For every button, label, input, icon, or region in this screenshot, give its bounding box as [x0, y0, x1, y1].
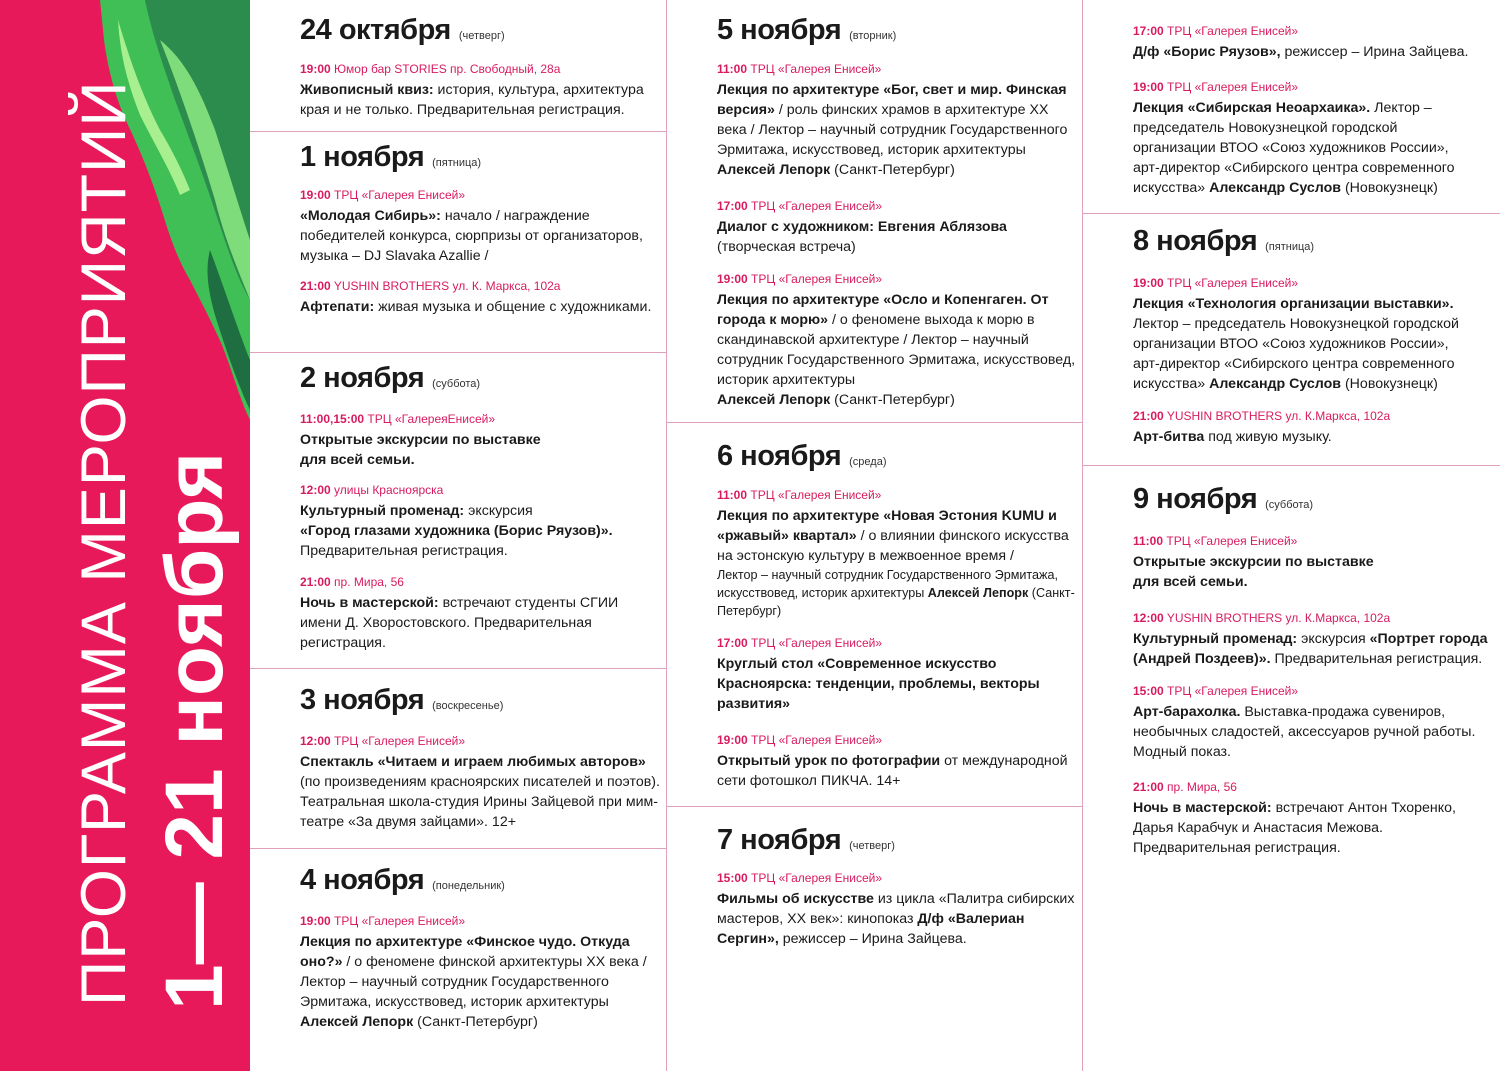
event-description: Культурный променад: экскурсия «Портрет города (Андрей Поздеев)». Предварительная регистрация.: [1133, 631, 1488, 667]
event-item: [300, 483, 662, 561]
event-time: 19:00: [717, 733, 748, 747]
day-header: [300, 864, 505, 897]
event-item: [717, 62, 1079, 180]
event-time: 19:00: [300, 62, 331, 76]
day-block: [250, 668, 666, 849]
event-description: Живописный квиз: история, культура, архитектура края и не только. Предварительная регистрация.: [300, 82, 644, 118]
event-place: ТРЦ «Галерея Енисей»: [1167, 276, 1299, 290]
day-header: [1133, 483, 1313, 516]
day-header: [300, 14, 505, 47]
day-header: [717, 440, 886, 473]
event-time: 21:00: [1133, 780, 1164, 794]
event-description: Культурный променад: экскурсия «Город глазами художника (Борис Ряузов)». Предварительная регистрация.: [300, 503, 613, 559]
day-header: [300, 684, 503, 717]
event-description: «Молодая Сибирь»: начало / награждение победителей конкурса, сюрпризы от организаторов, музыка – DJ Slavaka Azallie /: [300, 208, 643, 264]
event-place: ТРЦ «Галерея Енисей»: [1167, 24, 1299, 38]
event-place: YUSHIN BROTHERS ул. К. Маркса, 102а: [333, 279, 561, 293]
schedule-column-3: [1082, 0, 1500, 1071]
event-item: [300, 188, 662, 266]
day-block: [667, 806, 1083, 1071]
day-weekday: (суббота): [432, 378, 481, 390]
day-header: [717, 824, 895, 857]
event-item: [717, 733, 1079, 791]
day-header: [300, 141, 481, 174]
event-description: Лекция по архитектуре «Новая Эстония KUMU и «ржавый» квартал» / о влиянии финского искусства на эстонскую культуру в межвоенное время / Лектор – научный сотрудник Государственного Эрмитажа, искусствовед, историк архитектуры Алексей Лепорк (Санкт-Петербург): [717, 508, 1075, 618]
event-description: Круглый стол «Современное искусство Красноярска: тенденции, проблемы, векторы развития»: [717, 656, 1040, 712]
event-description: Лекция по архитектуре «Бог, свет и мир. Финская версия» / роль финских храмов в архитектуре XX века / Лектор – научный сотрудник Государственного Эрмитажа, искусствовед, историк архитектуры Алексей Лепорк (Санкт-Петербург): [717, 82, 1068, 178]
day-weekday: (четверг): [849, 840, 895, 852]
event-description: Открытые экскурсии по выставке для всей семьи.: [1133, 554, 1374, 590]
event-time: 15:00: [717, 871, 748, 885]
event-item: [1133, 24, 1471, 62]
event-item: [717, 272, 1079, 410]
event-place: ТРЦ «Галерея Енисей»: [1167, 684, 1299, 698]
event-time: 19:00: [300, 914, 331, 928]
day-weekday: (пятница): [432, 157, 482, 169]
event-place: ТРЦ «Галерея Енисей»: [334, 734, 466, 748]
day-weekday: (вторник): [849, 30, 897, 42]
sidebar-banner: [0, 0, 250, 1071]
event-time: 21:00: [300, 575, 331, 589]
day-header: [300, 362, 480, 395]
event-place: ТРЦ «Галерея Енисей»: [751, 199, 883, 213]
event-description: Лекция «Сибирская Неоархаика». Лектор – председатель Новокузнецкой городской организации ВТОО «Союз художников России», арт-директор «Сибирского центра современного искусства» Александр Суслов (Новокузнецк): [1133, 100, 1455, 196]
event-description: Открытые экскурсии по выставке для всей семьи.: [300, 432, 541, 468]
event-time: 17:00: [717, 636, 748, 650]
event-time: 12:00: [1133, 611, 1164, 625]
event-time: 17:00: [717, 199, 748, 213]
event-description: Лекция «Технология организации выставки». Лектор – председатель Новокузнецкой городской организации ВТОО «Союз художников России», арт-директор «Сибирского центра современного искусства» Александр Суслов (Новокузнецк): [1133, 296, 1459, 392]
day-date: 2 ноября: [300, 362, 425, 394]
event-description: Спектакль «Читаем и играем любимых авторов» (по произведениям красноярских писателей и поэтов). Театральная школа-студия Ирины Зайцевой при мим-театре «За двумя зайцами». 12+: [300, 754, 660, 830]
event-time: 11:00,15:00: [300, 412, 365, 426]
day-block: [667, 422, 1083, 807]
event-description: Лекция по архитектуре «Финское чудо. Откуда оно?» / о феномене финской архитектуры XX века / Лектор – научный сотрудник Государственного Эрмитажа, искусствовед, историк архитектуры Алексей Лепорк (Санкт-Петербург): [300, 934, 647, 1030]
schedule-column-1: [250, 0, 666, 1071]
event-place: ТРЦ «Галерея Енисей»: [751, 871, 883, 885]
event-description: Диалог с художником: Евгения Аблязова (творческая встреча): [717, 219, 1007, 255]
day-date: 9 ноября: [1133, 483, 1258, 515]
day-date: 24 октября: [300, 14, 451, 46]
event-place: улицы Красноярска: [334, 483, 444, 497]
event-time: 12:00: [300, 734, 331, 748]
event-place: ТРЦ «Галерея Енисей»: [751, 733, 883, 747]
event-time: 19:00: [717, 272, 748, 286]
day-weekday: (воскресенье): [432, 700, 504, 712]
day-date: 4 ноября: [300, 864, 425, 896]
day-header: [717, 14, 896, 47]
event-place: ТРЦ «Галерея Енисей»: [750, 488, 882, 502]
day-block-continued: [1083, 0, 1500, 214]
event-time: 19:00: [1133, 276, 1164, 290]
day-block: [667, 0, 1083, 423]
event-place: ТРЦ «Галерея Енисей»: [751, 636, 883, 650]
event-item: [300, 279, 662, 317]
day-weekday: (понедельник): [432, 880, 505, 892]
event-place: ТРЦ «Галерея Енисей»: [751, 272, 883, 286]
day-date: 6 ноября: [717, 440, 842, 472]
day-date: 5 ноября: [717, 14, 842, 46]
day-weekday: (суббота): [1265, 499, 1314, 511]
event-description: Арт-барахолка. Выставка-продажа сувениров, необычных сладостей, аксессуаров ручной работы. Модный показ.: [1133, 704, 1476, 760]
event-time: 21:00: [300, 279, 331, 293]
event-item: [300, 734, 662, 832]
event-item: [1133, 80, 1471, 198]
event-description: Лекция по архитектуре «Осло и Копенгаген. От города к морю» / о феномене выхода к морю в скандинавской архитектуре / Лектор – научный сотрудник Государственного Эрмитажа, искусствовед, историк архитектуры Алексей Лепорк (Санкт-Петербург): [717, 292, 1076, 408]
day-block: [250, 0, 666, 132]
day-block: [250, 848, 666, 1071]
day-block: [250, 131, 666, 353]
event-place: YUSHIN BROTHERS ул. К.Маркса, 102а: [1166, 409, 1391, 423]
event-description: Фильмы об искусстве из цикла «Палитра сибирских мастеров, XX век»: кинопоказ Д/ф «Валериан Сергин», режиссер – Ирина Зайцева.: [717, 891, 1075, 947]
event-time: 21:00: [1133, 409, 1164, 423]
event-description: Ночь в мастерской: встречают студенты СГИИ имени Д. Хворостовского. Предварительная регистрация.: [300, 595, 619, 651]
event-place: YUSHIN BROTHERS ул. К.Маркса, 102а: [1166, 611, 1391, 625]
event-time: 12:00: [300, 483, 331, 497]
day-block: [250, 352, 666, 669]
event-item: [1133, 780, 1497, 858]
event-item: [717, 488, 1079, 620]
event-place: ТРЦ «Галерея Енисей»: [334, 188, 466, 202]
event-description: Открытый урок по фотографии от международной сети фотошкол ПИКЧА. 14+: [717, 753, 1068, 789]
event-time: 19:00: [300, 188, 331, 202]
event-place: ТРЦ «Галерея Енисей»: [750, 62, 882, 76]
event-item: [300, 914, 662, 1032]
event-place: ТРЦ «Галерея Енисей»: [334, 914, 466, 928]
event-time: 19:00: [1133, 80, 1164, 94]
event-place: ТРЦ «Галерея Енисей»: [1166, 534, 1298, 548]
day-date: 3 ноября: [300, 684, 425, 716]
event-time: 15:00: [1133, 684, 1164, 698]
event-item: [717, 199, 1079, 257]
day-date: 7 ноября: [717, 824, 842, 856]
event-item: [300, 62, 662, 120]
event-place: Юмор бар STORIES пр. Свободный, 28а: [334, 62, 561, 76]
event-description: Ночь в мастерской: встречают Антон Тхоренко, Дарья Карабчук и Анастасия Межова. Предварительная регистрация.: [1133, 800, 1456, 856]
sidebar-title: ПРОГРАММА МЕРОПРИЯТИЙ: [69, 80, 139, 1006]
event-time: 11:00: [717, 488, 748, 502]
event-time: 11:00: [1133, 534, 1164, 548]
event-item: [1133, 276, 1471, 394]
day-weekday: (пятница): [1265, 241, 1315, 253]
day-date: 1 ноября: [300, 141, 425, 173]
event-place: пр. Мира, 56: [1167, 780, 1237, 794]
event-description: Арт-битва под живую музыку.: [1133, 429, 1332, 445]
day-date: 8 ноября: [1133, 225, 1258, 257]
event-item: [1133, 409, 1497, 447]
event-item: [300, 412, 566, 470]
event-description: Афтепати: живая музыка и общение с художниками.: [300, 299, 652, 315]
event-item: [300, 575, 662, 653]
event-place: пр. Мира, 56: [334, 575, 404, 589]
day-weekday: (среда): [849, 456, 887, 468]
event-time: 11:00: [717, 62, 748, 76]
event-place: ТРЦ «Галерея Енисей»: [1167, 80, 1299, 94]
event-item: [1133, 611, 1497, 669]
day-block: [1083, 213, 1500, 466]
event-item: [1133, 534, 1401, 592]
sidebar-dates: 1— 21 ноября: [149, 451, 240, 1010]
event-item: [717, 871, 1079, 949]
day-weekday: (четверг): [458, 30, 505, 42]
event-item: [717, 636, 1079, 714]
event-place: ТРЦ «ГалереяЕнисей»: [367, 412, 496, 426]
day-block: [1083, 465, 1500, 1071]
day-header: [1133, 225, 1314, 258]
event-description: Д/ф «Борис Ряузов», режиссер – Ирина Зайцева.: [1133, 44, 1469, 60]
event-item: [1133, 684, 1497, 762]
schedule-column-2: [666, 0, 1083, 1071]
event-time: 17:00: [1133, 24, 1164, 38]
